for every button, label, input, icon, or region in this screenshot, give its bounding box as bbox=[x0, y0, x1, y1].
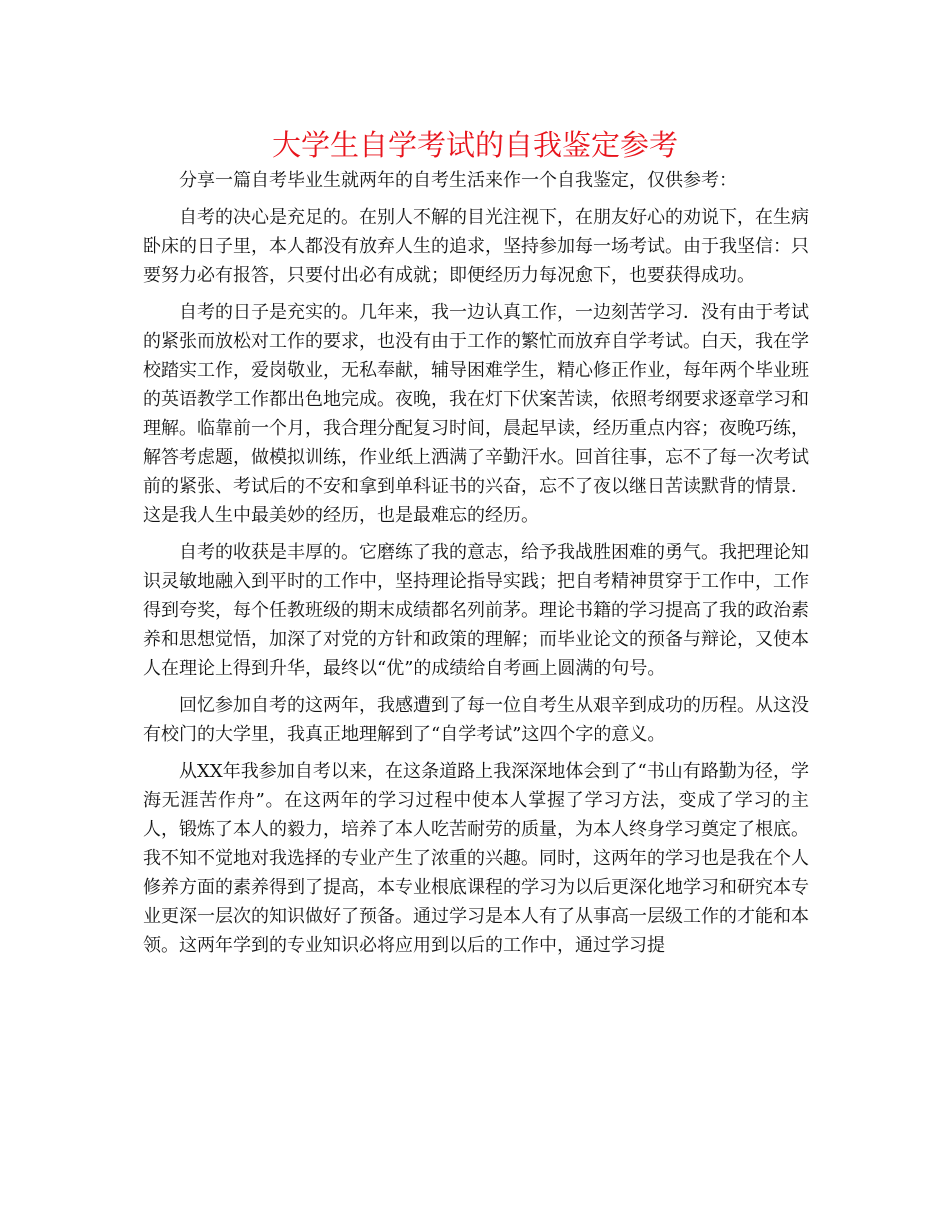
document-body bbox=[143, 166, 809, 968]
paragraph-days: 自考的日子是充实的。几年来，我一边认真工作，一边刻苦学习．没有由于考试的紧张而放松对工作的要求，也没有由于工作的繁忙而放弃自学考试。白天，我在学校踏实工作，爱岗敬业，无私奉献，辅导困难学生，精心修正作业，每年两个毕业班的英语教学工作都出色地完成。夜晚，我在灯下伏案苦读，依照考纲要求逐章学习和理解。临靠前一个月，我合理分配复习时间，晨起早读，经历重点内容；夜晚巧练，解答考虑题，做模拟训练，作业纸上洒满了辛勤汗水。回首往事，忘不了每一次考试前的紧张、考试后的不安和拿到单科证书的兴奋，忘不了夜以继日苦读默背的情景．这是我人生中最美妙的经历，也是最难忘的经历。 bbox=[143, 302, 809, 526]
paragraph-intro: 分享一篇自考毕业生就两年的自考生活来作一个自我鉴定，仅供参考： bbox=[179, 170, 737, 191]
paragraph-recall: 回忆参加自考的这两年，我感遭到了每一位自考生从艰辛到成功的历程。从这没有校门的大学里，我真正地理解到了“自学考试”这四个字的意义。 bbox=[143, 695, 809, 745]
paragraph-since: 从XX年我参加自考以来，在这条道路上我深深地体会到了“书山有路勤为径，学海无涯苦作舟”。在这两年的学习过程中使本人掌握了学习方法，变成了学习的主人，锻炼了本人的毅力，培养了本人吃苦耐劳的质量，为本人终身学习奠定了根底。我不知不觉地对我选择的专业产生了浓重的兴趣。同时，这两年的学习也是我在个人修养方面的素养得到了提高，本专业根底课程的学习为以后更深化地学习和研究本专业更深一层次的知识做好了预备。通过学习是本人有了从事高一层级工作的才能和本领。这两年学到的专业知识必将应用到以后的工作中，通过学习提 bbox=[143, 761, 809, 956]
paragraph-determination: 自考的决心是充足的。在别人不解的目光注视下，在朋友好心的劝说下，在生病卧床的日子里，本人都没有放弃人生的追求，坚持参加每一场考试。由于我坚信：只要努力必有报答，只要付出必有成就；即便经历力每况愈下，也要获得成功。 bbox=[143, 207, 809, 286]
paragraph-harvest: 自考的收获是丰厚的。它磨练了我的意志，给予我战胜困难的勇气。我把理论知识灵敏地融入到平时的工作中，坚持理论指导实践；把自考精神贯穿于工作中，工作得到夸奖，每个任教班级的期末成绩都名列前茅。理论书籍的学习提高了我的政治素养和思想觉悟，加深了对党的方针和政策的理解；而毕业论文的预备与辩论，又使本人在理论上得到升华，最终以“优”的成绩给自考画上圆满的句号。 bbox=[143, 542, 809, 679]
page-title: 大学生自学考试的自我鉴定参考 bbox=[271, 128, 678, 162]
